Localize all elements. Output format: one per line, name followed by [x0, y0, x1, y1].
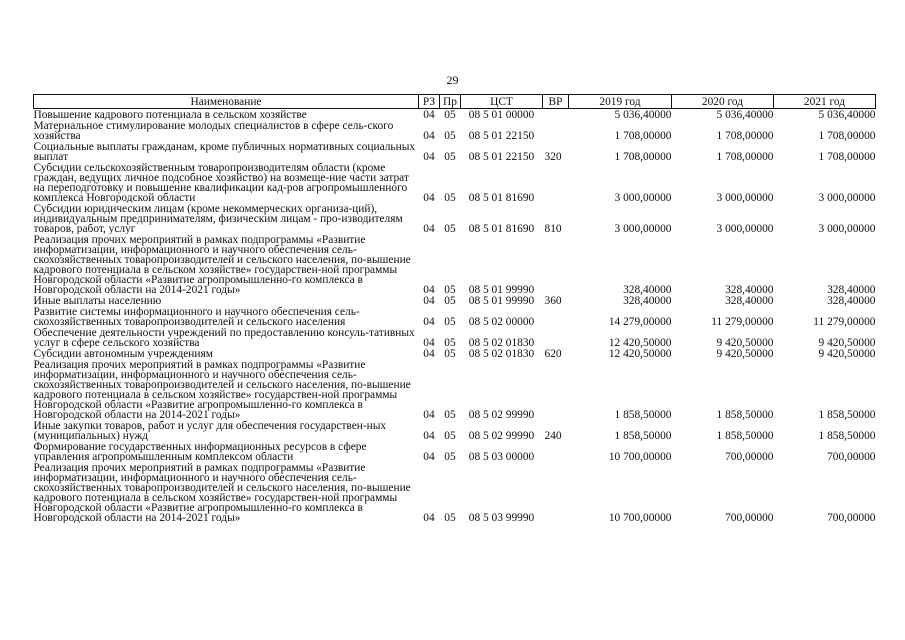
header-pr: Пр: [440, 95, 461, 109]
table-row: [34, 141, 876, 162]
row-2021: 9 420,50000: [818, 337, 876, 348]
row-name: Реализация прочих мероприятий в рамках подпрограммы «Развитие информатизации, информационного и научного обеспечения сель-скохозяйственных товаропроизводителей и сельского населения, по-вышение кадрового потенциала в сельском хозяйстве» государствен-ной программы Новгородской области «Развитие агропромышленно-го комплекса в Новгородской области на 2014-2021 годы»: [33, 359, 411, 420]
row-name: Обеспечение деятельности учреждений по предоставлению консуль-тативных услуг в сфере сельского хозяйства: [33, 327, 415, 348]
row-vr: [543, 462, 569, 523]
row-pr: 05: [444, 284, 456, 295]
row-vr: [543, 234, 569, 295]
row-pr: 05: [444, 109, 456, 120]
row-pr: 05: [444, 409, 456, 420]
row-pr: 05: [444, 337, 456, 348]
page-number: 29: [446, 73, 459, 87]
row-rz: 04: [423, 109, 435, 120]
row-vr: 620: [544, 348, 562, 359]
row-2021: 328,40000: [827, 295, 876, 306]
row-rz: 04: [423, 348, 435, 359]
row-name: Формирование государственных информационных ресурсов в сфере управления агропромышленным комплексом области: [33, 441, 367, 462]
row-2019: 3 000,00000: [614, 223, 672, 234]
row-rz: 04: [423, 284, 435, 295]
row-pr: 05: [444, 512, 456, 523]
table-row: [34, 295, 876, 306]
row-cst: 08 5 01 22150: [468, 130, 535, 141]
row-vr: [543, 109, 569, 121]
table-row: [34, 203, 876, 234]
row-pr: 05: [444, 430, 456, 441]
row-name: Субсидии автономным учреждениям: [33, 348, 213, 359]
row-2020: 700,00000: [725, 451, 774, 462]
row-2019: 1 858,50000: [614, 409, 672, 420]
row-name: Иные закупки товаров, работ и услуг для обеспечения государствен-ных (муниципальных) нужд: [33, 420, 387, 441]
row-pr: 05: [444, 451, 456, 462]
row-vr: [543, 359, 569, 420]
budget-table: [33, 94, 876, 523]
table-row: [34, 348, 876, 359]
row-cst: 08 5 02 99990: [468, 430, 535, 441]
row-2020: 5 036,40000: [716, 109, 774, 120]
row-2021: 3 000,00000: [818, 192, 876, 203]
row-2019: 3 000,00000: [614, 192, 672, 203]
row-name: Реализация прочих мероприятий в рамках подпрограммы «Развитие информатизации, информационного и научного обеспечения сель-скохозяйственных товаропроизводителей и сельского населения, по-вышение кадрового потенциала в сельском хозяйстве» государствен-ной программы Новгородской области «Развитие агропромышленно-го комплекса в Новгородской области на 2014-2021 годы»: [33, 462, 411, 523]
row-cst: 08 5 01 99990: [468, 295, 535, 306]
table-row: [34, 359, 876, 420]
row-2020: 9 420,50000: [716, 337, 774, 348]
row-rz: 04: [423, 430, 435, 441]
row-2021: 1 858,50000: [818, 430, 876, 441]
table-row: [34, 462, 876, 523]
row-rz: 04: [423, 223, 435, 234]
row-vr: [543, 120, 569, 141]
row-name: Субсидии юридическим лицам (кроме некоммерческих организа-ций), индивидуальным предпринимателям, физическим лицам - про-изводителям товаров, работ, услуг: [33, 203, 403, 234]
row-rz: 04: [423, 316, 435, 327]
row-name: Иные выплаты населению: [33, 295, 162, 306]
row-vr: [543, 327, 569, 348]
table-row: [34, 306, 876, 327]
row-rz: 04: [423, 130, 435, 141]
row-rz: 04: [423, 151, 435, 162]
row-2021: 5 036,40000: [818, 109, 876, 120]
header-2019: 2019 год: [569, 95, 672, 109]
row-2019: 10 700,00000: [608, 451, 672, 462]
row-cst: 08 5 02 01830: [468, 348, 535, 359]
row-rz: 04: [423, 409, 435, 420]
row-2019: 10 700,00000: [608, 512, 672, 523]
table-row: [34, 162, 876, 203]
row-2021: 1 708,00000: [818, 151, 876, 162]
row-rz: 04: [423, 512, 435, 523]
row-rz: 04: [423, 337, 435, 348]
row-2019: 328,40000: [623, 295, 672, 306]
row-2021: 1 708,00000: [818, 130, 876, 141]
row-2019: 14 279,00000: [608, 316, 672, 327]
header-2020: 2020 год: [672, 95, 774, 109]
header-cst: ЦСТ: [461, 95, 543, 109]
row-pr: 05: [444, 223, 456, 234]
table-header-row: [34, 95, 876, 109]
table-row: [34, 120, 876, 141]
row-rz: 04: [423, 192, 435, 203]
row-pr: 05: [444, 151, 456, 162]
row-name: Материальное стимулирование молодых специалистов в сфере сель-ского хозяйства: [33, 120, 394, 141]
row-2021: 11 279,00000: [813, 316, 876, 327]
row-vr: 240: [544, 430, 562, 441]
row-cst: 08 5 01 00000: [468, 109, 535, 120]
table-row: [34, 420, 876, 441]
table-row: [34, 441, 876, 462]
row-2020: 1 708,00000: [716, 130, 774, 141]
row-vr: [543, 162, 569, 203]
row-vr: [543, 441, 569, 462]
row-cst: 08 5 02 99990: [468, 409, 535, 420]
row-name: Субсидии сельскохозяйственным товаропроизводителям области (кроме граждан, ведущих личное подсобное хозяйство) на возмеще-ние части затрат на переподготовку и повышение квалификации кад-ров агропромышленного комплекса Новгородской области: [33, 162, 409, 203]
row-2021: 1 858,50000: [818, 409, 876, 420]
row-rz: 04: [423, 451, 435, 462]
row-2021: 700,00000: [827, 512, 876, 523]
row-2019: 328,40000: [623, 284, 672, 295]
table-row: [34, 234, 876, 295]
row-2021: 328,40000: [827, 284, 876, 295]
row-2019: 1 708,00000: [614, 130, 672, 141]
row-name: Реализация прочих мероприятий в рамках подпрограммы «Развитие информатизации, информационного и научного обеспечения сель-скохозяйственных товаропроизводителей и сельского населения, по-вышение кадрового потенциала в сельском хозяйстве» государствен-ной программы Новгородской области «Развитие агропромышленно-го комплекса в Новгородской области на 2014-2021 годы»: [33, 234, 411, 295]
row-pr: 05: [444, 316, 456, 327]
row-2020: 1 708,00000: [716, 151, 774, 162]
header-name: Наименование: [34, 95, 419, 109]
row-name: Развитие системы информационного и научного обеспечения сель-скохозяйственных товаропроизводителей и сельского населения: [33, 306, 360, 327]
row-rz: 04: [423, 295, 435, 306]
row-cst: 08 5 03 99990: [468, 512, 535, 523]
row-name: Повышение кадрового потенциала в сельском хозяйстве: [33, 109, 307, 120]
row-2020: 11 279,00000: [711, 316, 774, 327]
row-cst: 08 5 01 81690: [468, 223, 535, 234]
row-2020: 9 420,50000: [716, 348, 774, 359]
row-pr: 05: [444, 295, 456, 306]
row-pr: 05: [444, 130, 456, 141]
row-name: Социальные выплаты гражданам, кроме публичных нормативных социальных выплат: [33, 141, 416, 162]
row-cst: 08 5 01 81690: [468, 192, 535, 203]
header-2021: 2021 год: [774, 95, 876, 109]
header-vr: ВР: [543, 95, 569, 109]
row-2019: 5 036,40000: [614, 109, 672, 120]
row-2019: 12 420,50000: [608, 348, 672, 359]
row-2020: 328,40000: [725, 295, 774, 306]
row-cst: 08 5 02 00000: [468, 316, 535, 327]
row-2020: 3 000,00000: [716, 223, 774, 234]
table-row: [34, 109, 876, 121]
row-2019: 1 858,50000: [614, 430, 672, 441]
row-2020: 328,40000: [725, 284, 774, 295]
row-vr: 320: [544, 151, 562, 162]
header-rz: РЗ: [419, 95, 440, 109]
row-cst: 08 5 01 22150: [468, 151, 535, 162]
row-vr: 810: [544, 223, 562, 234]
row-vr: 360: [544, 295, 562, 306]
row-cst: 08 5 01 99990: [468, 284, 535, 295]
row-2021: 3 000,00000: [818, 223, 876, 234]
row-2020: 1 858,50000: [716, 409, 774, 420]
row-2020: 1 858,50000: [716, 430, 774, 441]
row-cst: 08 5 02 01830: [468, 337, 535, 348]
row-cst: 08 5 03 00000: [468, 451, 535, 462]
row-2021: 700,00000: [827, 451, 876, 462]
row-vr: [543, 306, 569, 327]
row-pr: 05: [444, 192, 456, 203]
row-2020: 3 000,00000: [716, 192, 774, 203]
table-row: [34, 327, 876, 348]
row-2020: 700,00000: [725, 512, 774, 523]
row-2019: 1 708,00000: [614, 151, 672, 162]
row-2021: 9 420,50000: [818, 348, 876, 359]
row-2019: 12 420,50000: [608, 337, 672, 348]
row-pr: 05: [444, 348, 456, 359]
